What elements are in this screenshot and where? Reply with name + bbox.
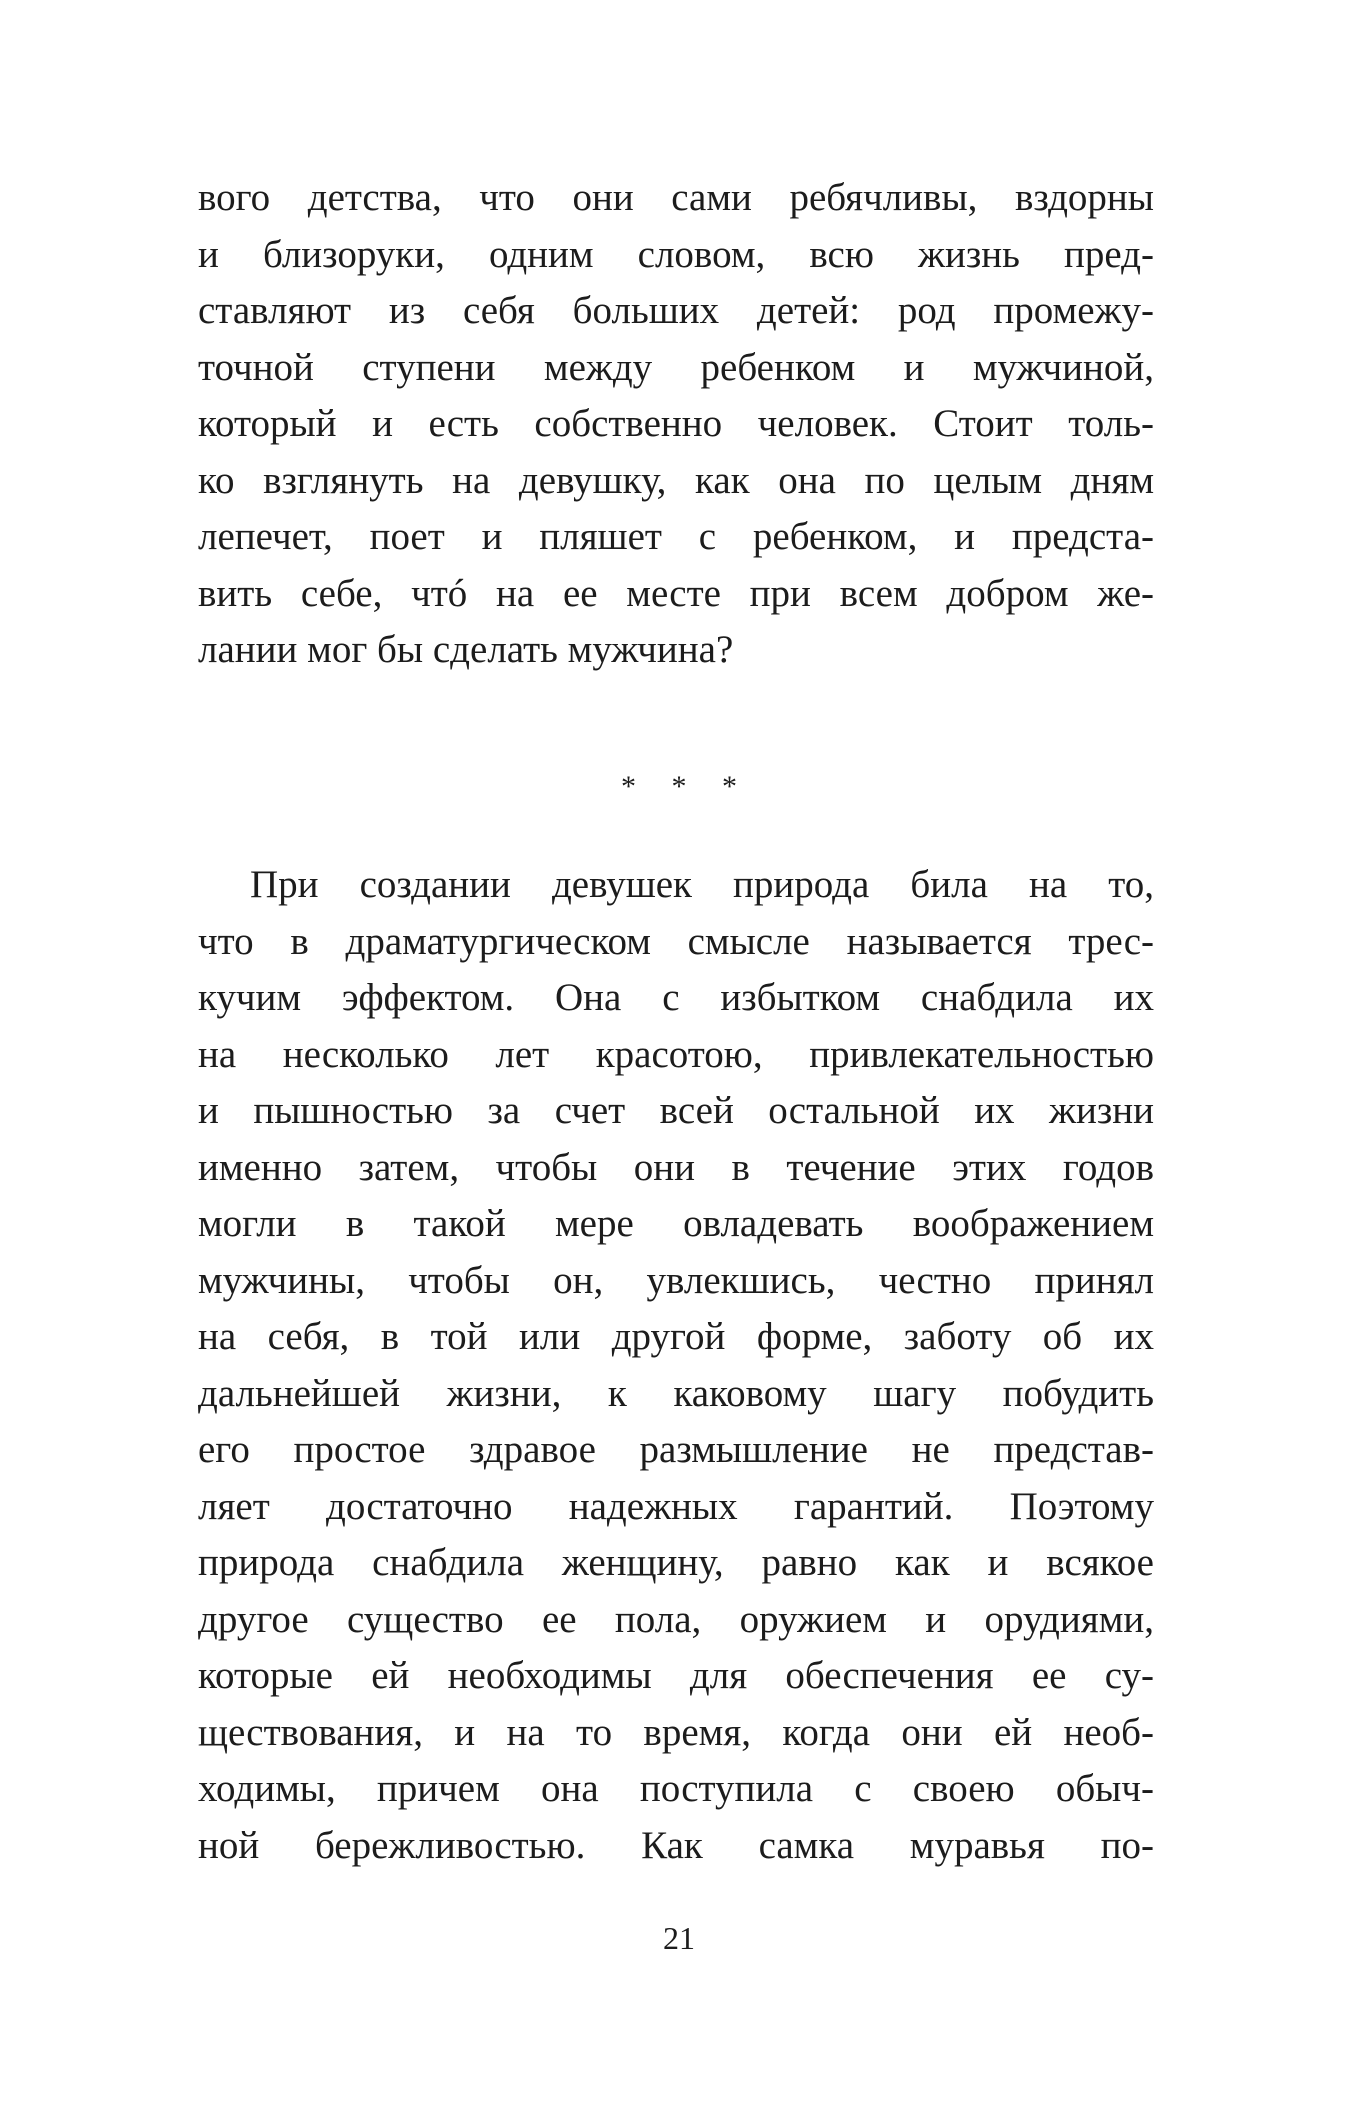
text-line: что в драматургическом смысле называется трес-: [198, 919, 1154, 963]
text-line: на себя, в той или другой форме, заботу об их: [198, 1315, 1154, 1358]
text-line: точной ступени между ребенком и мужчиной,: [198, 345, 1154, 389]
section-separator: * * *: [621, 770, 751, 803]
text-line: которые ей необходимы для обеспечения ее су-: [198, 1654, 1154, 1697]
text-line: вить себе, чтó на ее месте при всем добром же-: [198, 571, 1154, 615]
text-line: ко взглянуть на девушку, как она по целым дням: [198, 458, 1154, 502]
text-line: ной бережливостью. Как самка муравья по-: [198, 1823, 1154, 1867]
text-line: ляет достаточно надежных гарантий. Поэтому: [198, 1484, 1154, 1528]
paragraph-continued: [198, 170, 1154, 679]
text-line: ставляют из себя больших детей: род промежу-: [198, 289, 1154, 332]
text-line: лании мог бы сделать мужчина?: [198, 628, 734, 671]
text-line: его простое здравое размышление не представ-: [198, 1428, 1154, 1471]
text-line: могли в такой мере овладевать воображением: [198, 1202, 1154, 1245]
text-line: который и есть собственно человек. Стоит толь-: [198, 402, 1154, 445]
text-line: вого детства, что они сами ребячливы, вздорны: [198, 176, 1154, 219]
text-line: дальнейшей жизни, к каковому шагу побудить: [198, 1371, 1154, 1415]
paragraph-new-section: [198, 857, 1154, 1874]
text-line: мужчины, чтобы он, увлекшись, честно принял: [198, 1258, 1154, 1302]
page-number: 21: [663, 1920, 695, 1956]
text-line: и близоруки, одним словом, всю жизнь пред-: [198, 232, 1154, 276]
text-line: ществования, и на то время, когда они ей необ-: [198, 1710, 1154, 1754]
text-line: и пышностью за счет всей остальной их жизни: [198, 1089, 1154, 1132]
text-line: на несколько лет красотою, привлекательностью: [198, 1032, 1154, 1076]
text-line: лепечет, поет и пляшет с ребенком, и предста-: [198, 515, 1154, 558]
text-line: другое существо ее пола, оружием и орудиями,: [198, 1597, 1154, 1641]
text-line: ходимы, причем она поступила с своею обыч-: [198, 1767, 1154, 1810]
text-line: именно затем, чтобы они в течение этих годов: [198, 1145, 1154, 1189]
text-line: кучим эффектом. Она с избытком снабдила их: [198, 976, 1154, 1019]
text-line: При создании девушек природа била на то,: [250, 863, 1154, 906]
text-line: природа снабдила женщину, равно как и всякое: [198, 1541, 1154, 1584]
